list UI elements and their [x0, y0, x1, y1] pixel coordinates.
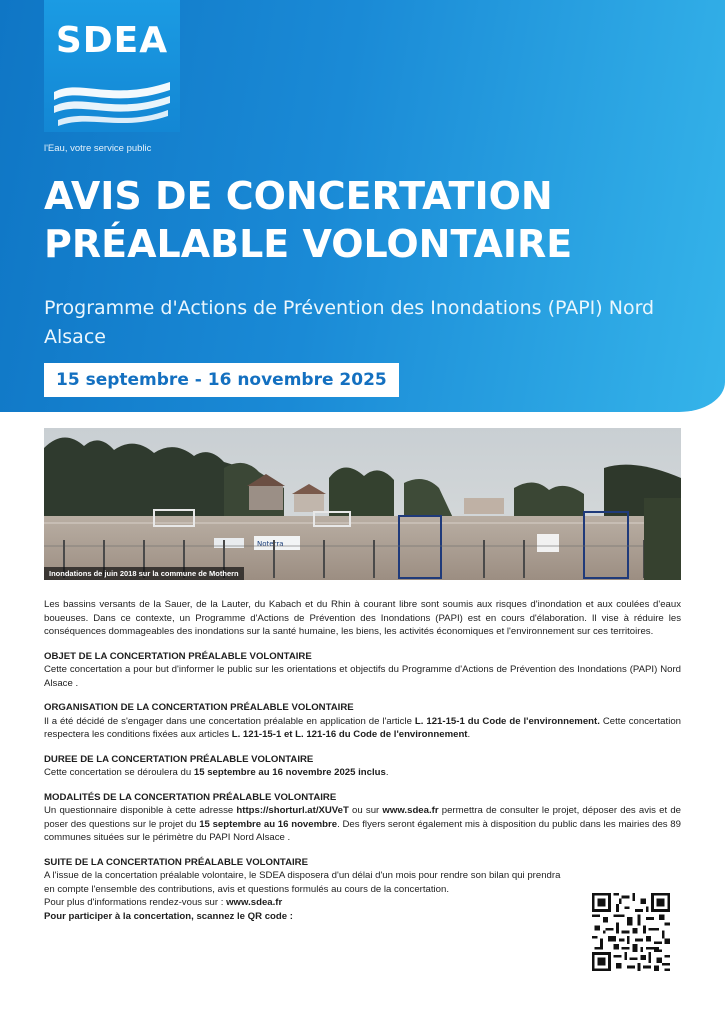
section-title: OBJET DE LA CONCERTATION PRÉALABLE VOLONTAIRE [44, 650, 312, 662]
qr-call-to-action: Pour participer à la concertation, scannez le QR code : [44, 910, 293, 922]
header-banner [0, 0, 725, 412]
sdea-website-link[interactable]: www.sdea.fr [226, 897, 283, 908]
text-run: Un questionnaire disponible à cette adresse [44, 805, 237, 816]
page-title [44, 172, 572, 268]
noterra-sign-text: Noterra [257, 540, 284, 548]
section-duree [44, 753, 681, 780]
title-line-1: AVIS DE CONCERTATION [44, 174, 553, 218]
section-text: Cette concertation a pour but d'informer le public sur les orientations et objectifs du Programme d'Actions de Prévention des Inondations (PAPI) Nord Alsace . [44, 664, 681, 689]
section-objet [44, 650, 681, 691]
section-organisation [44, 701, 681, 742]
sdea-logo[interactable] [44, 0, 180, 132]
section-suite [44, 856, 592, 910]
questionnaire-link[interactable]: https://shorturl.at/XUVeT [236, 805, 349, 816]
text-run: Cette concertation se déroulera du [44, 767, 194, 778]
text-run: ou sur [348, 805, 383, 816]
title-line-2: PRÉALABLE VOLONTAIRE [44, 222, 573, 266]
section-text-line: A l'issue de la concertation préalable volontaire, le SDEA disposera d'un délai d'un mois pour rendre son bilan qui prendra [44, 870, 561, 881]
section-text [44, 715, 681, 742]
section-text-line [44, 896, 592, 910]
qr-code-icon[interactable] [592, 893, 670, 971]
bold-run: L. 121-15-1 du Code de l'environnement. [414, 715, 600, 727]
text-run: . Des flyers seront également mis à disposition du public dans les mairies des 89 communes situées sur le périmètre du PAPI Nord Alsace . [44, 818, 681, 843]
photo-caption: Inondations de juin 2018 sur la commune de Mothern [44, 567, 244, 580]
date-range-badge: 15 septembre - 16 novembre 2025 [44, 363, 399, 397]
bold-run: 15 septembre au 16 novembre [199, 818, 338, 830]
text-run: Pour plus d'informations rendez-vous sur : [44, 897, 227, 908]
flood-photo [44, 428, 681, 580]
bold-run: 15 septembre au 16 novembre 2025 inclus [193, 767, 386, 778]
sdea-website-link[interactable]: www.sdea.fr [382, 805, 439, 816]
section-text [44, 766, 681, 780]
body-content [44, 598, 681, 923]
logo-text: SDEA [55, 20, 169, 61]
section-text [44, 804, 681, 845]
section-title: SUITE DE LA CONCERTATION PRÉALABLE VOLONTAIRE [44, 856, 309, 868]
text-run: . [467, 729, 471, 740]
text-run: . [385, 767, 389, 778]
section-title: MODALITÉS DE LA CONCERTATION PRÉALABLE VOLONTAIRE [44, 791, 337, 803]
water-waves-icon [50, 72, 174, 128]
section-text-line: en compte l'ensemble des contributions, avis et questions formulés au cours de la concertation. [44, 883, 449, 895]
page-subtitle: Programme d'Actions de Prévention des Inondations (PAPI) Nord Alsace [44, 297, 655, 348]
section-modalites [44, 791, 681, 845]
flood-scene-image [44, 428, 681, 580]
bold-run: L. 121-15-1 et L. 121-16 du Code de l'environnement [231, 729, 468, 740]
text-run: Il a été décidé de s'engager dans une concertation préalable en application de l'article [44, 715, 415, 727]
text-run: Cette concertation respectera les conditions fixées aux articles [44, 715, 681, 740]
section-title: DUREE DE LA CONCERTATION PRÉALABLE VOLONTAIRE [44, 753, 314, 765]
section-title: ORGANISATION DE LA CONCERTATION PRÉALABLE VOLONTAIRE [44, 702, 354, 713]
text-run: permettra de consulter le projet, déposer des avis et de poser des questions sur le projet du [44, 805, 681, 830]
intro-paragraph: Les bassins versants de la Sauer, de la Lauter, du Kabach et du Rhin à courant libre sont soumis aux risques d'inondation et aux coulées d'eaux boueuses. Dans ce contexte, un Programme d'Actions de Prévention des Inondations (PAPI) est en cours d'élaboration. Il vise à réduire les conséquences dommageables des inondations sur la santé humaine, les biens, les activités économiques et l'environnement sur ces territoires. [44, 599, 681, 637]
logo-tagline: l'Eau, votre service public [44, 143, 152, 154]
